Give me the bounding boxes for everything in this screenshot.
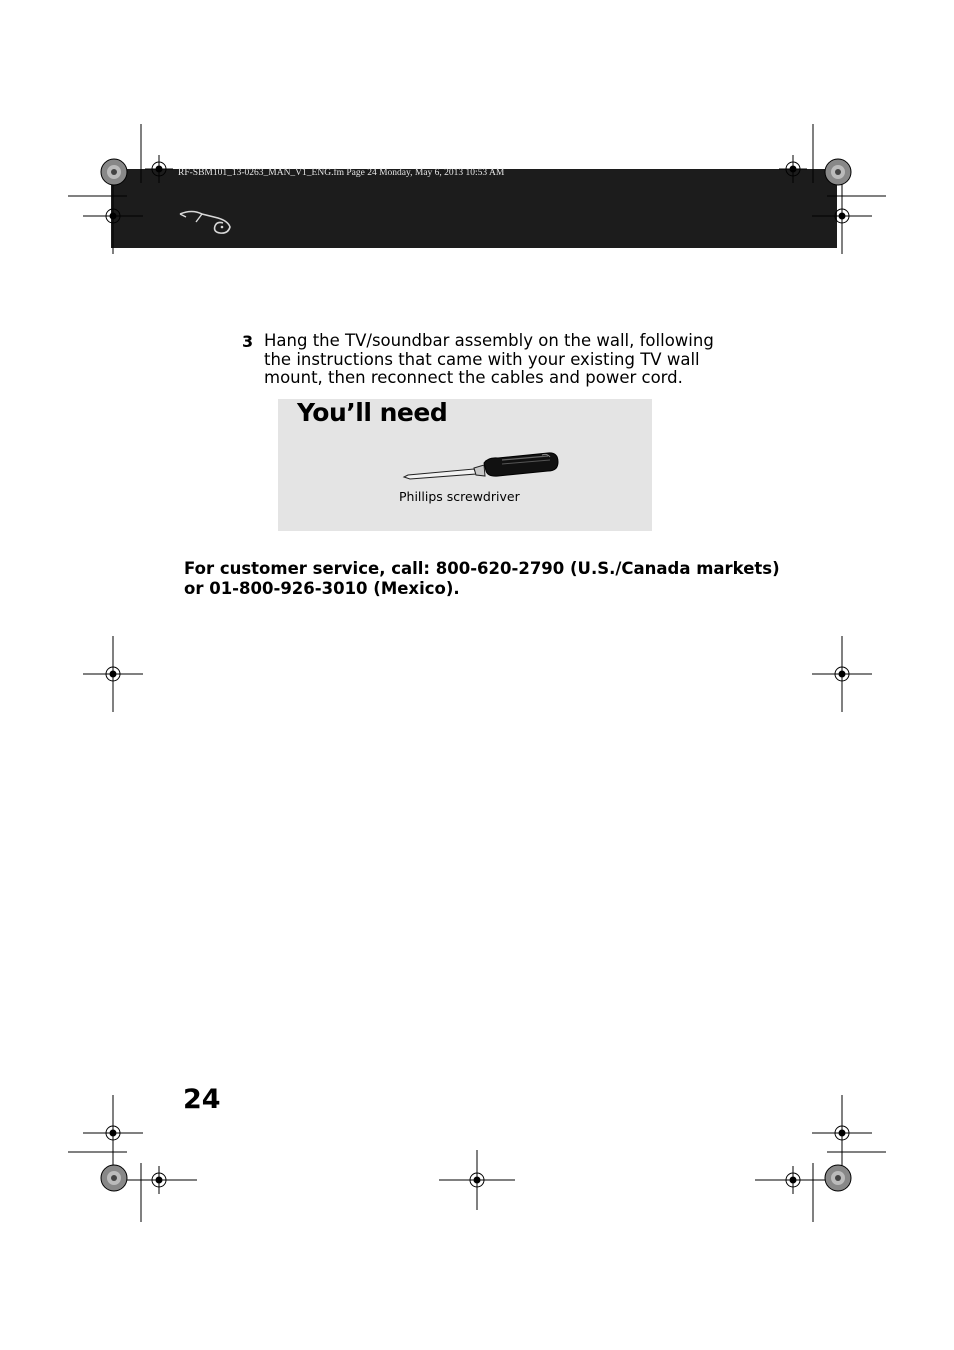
customer-service-text: For customer service, call: 800-620-2790 (U.S./Canada markets) or 01-800-926-3010 (Mexico). — [184, 559, 780, 598]
page-number: 24 — [183, 1084, 221, 1115]
color-target-icons — [101, 159, 851, 1191]
step-text: Hang the TV/soundbar assembly on the wall, following the instructions that came with your existing TV wall mount, then reconnect the cables and power cord. — [264, 331, 714, 387]
registration-mark-icons — [83, 155, 872, 1210]
file-slug: RF-SBM101_13-0263_MAN_V1_ENG.fm Page 24 Monday, May 6, 2013 10:53 AM — [178, 168, 505, 178]
tool-label: Phillips screwdriver — [399, 489, 520, 504]
step-number: 3 — [242, 332, 254, 351]
youll-need-title: You’ll need — [297, 398, 448, 427]
